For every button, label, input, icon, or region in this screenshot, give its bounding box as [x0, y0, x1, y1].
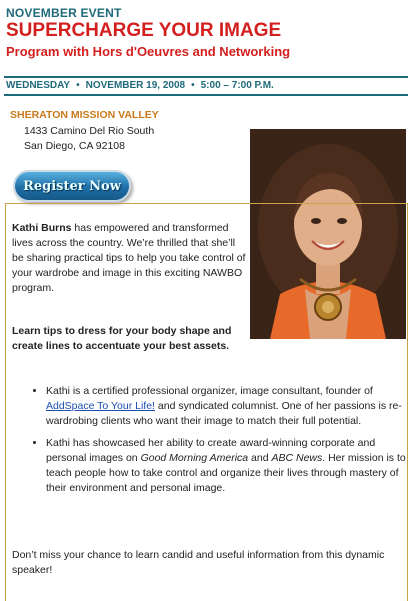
intro-paragraph — [12, 221, 248, 296]
separator-dot: • — [191, 80, 195, 91]
event-subtitle: Program with Hors d'Oeuvres and Networking — [6, 44, 291, 59]
bio-bullet-list — [32, 384, 416, 503]
show-name: Good Morning America — [140, 452, 249, 464]
event-time: 5:00 – 7:00 P.M. — [200, 80, 274, 91]
speaker-name: Kathi Burns — [12, 222, 72, 234]
venue-address-line1: 1433 Camino Del Rio South — [24, 125, 155, 137]
event-day: WEDNESDAY — [6, 80, 71, 91]
date-line — [6, 80, 274, 91]
bullet-text: and syndicated columnist. One of her passions is re-wardrobing clients who want their image to match their full potential. — [46, 400, 402, 427]
divider-top — [4, 76, 408, 78]
event-label: NOVEMBER EVENT — [6, 6, 122, 20]
addspace-link[interactable]: AddSpace To Your Life! — [46, 400, 155, 412]
bio-bullet-2 — [46, 436, 416, 496]
venue-name: SHERATON MISSION VALLEY — [10, 109, 159, 121]
separator-dot: • — [76, 80, 80, 91]
highlight-text: Learn tips to dress for your body shape and create lines to accentuate your best assets. — [12, 325, 232, 352]
event-title: SUPERCHARGE YOUR IMAGE — [6, 20, 282, 41]
intro-text: has empowered and transformed lives across the country. We’re thrilled that she’ll be sharing practical tips to help you take control of your wardrobe and image in this exciting NAWBO program. — [12, 222, 246, 294]
bullet-text: Kathi is a certified professional organizer, image consultant, founder of — [46, 385, 373, 397]
venue-address-line2: San Diego, CA 92108 — [24, 140, 125, 152]
register-now-button[interactable]: Register Now — [13, 170, 131, 202]
bullet-text: Kathi has showcased her ability to create award-winning corporate and personal images on — [46, 437, 376, 464]
bullet-text: and — [248, 452, 272, 464]
closing-paragraph: Don’t miss your chance to learn candid and useful information from this dynamic speaker! — [12, 549, 385, 576]
show-name: ABC News — [271, 452, 323, 464]
divider-bottom — [4, 94, 408, 96]
bio-bullet-1 — [46, 384, 416, 429]
bullet-text: . Her mission is to teach people how to take control and organize their lives through mastery of their environment and personal image. — [46, 452, 406, 494]
event-date: NOVEMBER 19, 2008 — [85, 80, 186, 91]
